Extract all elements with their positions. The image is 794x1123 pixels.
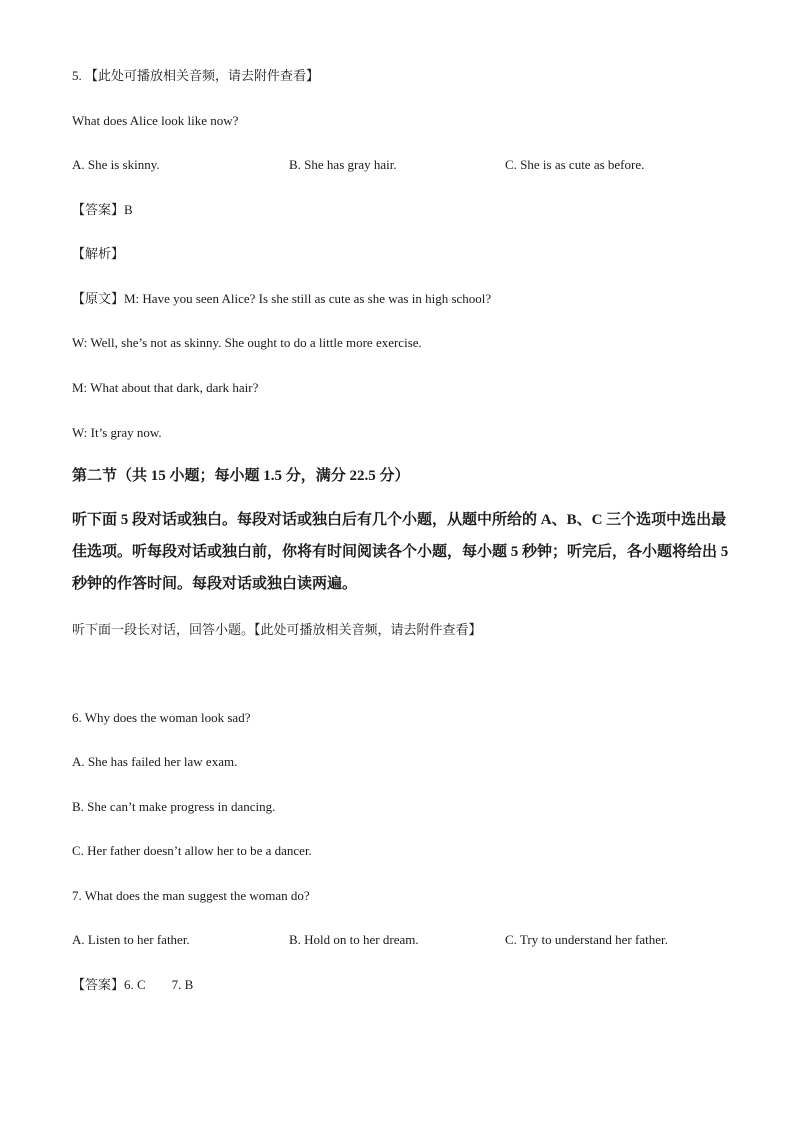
q5-transcript-line: W: Well, she’s not as skinny. She ought to do a little more exercise. <box>72 335 422 350</box>
q5-header[interactable]: 5. 【此处可播放相关音频，请去附件查看】 <box>72 68 320 83</box>
q5-option-a: A. She is skinny. <box>72 157 160 172</box>
q5-transcript-line: W: It’s gray now. <box>72 425 162 440</box>
q5-question: What does Alice look like now? <box>72 113 239 128</box>
listening-prompt[interactable]: 听下面一段长对话，回答小题。【此处可播放相关音频，请去附件查看】 <box>72 622 482 637</box>
q5-transcript-line: 【原文】M: Have you seen Alice? Is she still as cute as she was in high school? <box>72 291 492 306</box>
q7-option-b: B. Hold on to her dream. <box>289 932 419 947</box>
q6-option-c: C. Her father doesn’t allow her to be a dancer. <box>72 843 312 858</box>
q5-option-c: C. She is as cute as before. <box>505 157 645 172</box>
q5-transcript-line: M: What about that dark, dark hair? <box>72 380 259 395</box>
q7-option-c: C. Try to understand her father. <box>505 932 668 947</box>
section-instructions: 听下面 5 段对话或独白。每段对话或独白后有几个小题，从题中所给的 A、B、C 三个选项中选出最佳选项。听每段对话或独白前，你将有时间阅读各个小题，每小题 5 秒钟；听完后，各小题将给出 5 秒钟的作答时间。每段对话或独白读两遍。 <box>72 512 729 592</box>
section-title: 第二节（共 15 小题；每小题 1.5 分，满分 22.5 分） <box>72 468 410 484</box>
q6-option-b: B. She can’t make progress in dancing. <box>72 799 276 814</box>
q5-analysis-label: 【解析】 <box>72 246 125 261</box>
answers: 【答案】6. C 7. B <box>72 977 194 992</box>
q5-option-b: B. She has gray hair. <box>289 157 397 172</box>
q7-option-a: A. Listen to her father. <box>72 932 190 947</box>
q6-question: 6. Why does the woman look sad? <box>72 710 251 725</box>
q5-answer: 【答案】B <box>72 202 133 217</box>
q6-option-a: A. She has failed her law exam. <box>72 754 238 769</box>
q7-question: 7. What does the man suggest the woman do? <box>72 888 310 903</box>
